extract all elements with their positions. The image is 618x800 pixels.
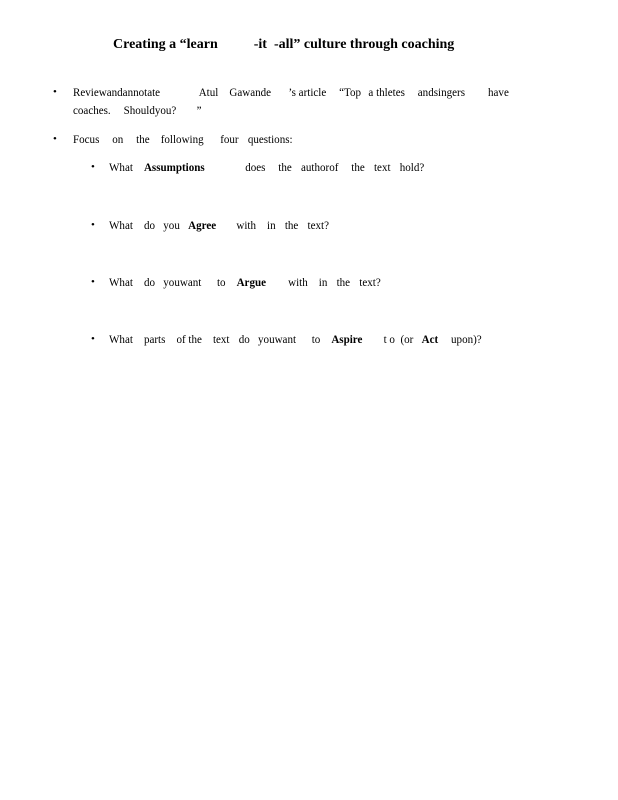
word: on	[112, 132, 124, 146]
word: upon)?	[451, 332, 482, 346]
word: the	[351, 160, 365, 174]
word: in	[267, 218, 276, 232]
word: coaches.	[73, 103, 111, 117]
word: the	[136, 132, 150, 146]
word: t o	[383, 332, 395, 346]
keyword-assumptions: Assumptions	[143, 160, 205, 174]
word: the	[284, 218, 299, 232]
sub-bullet-marker: •	[91, 276, 95, 288]
word: text?	[359, 275, 381, 289]
bullet-marker: •	[53, 133, 57, 145]
word: text?	[307, 218, 329, 232]
word: Gawande	[229, 85, 272, 99]
page-title	[113, 37, 454, 53]
title-part-2: -it	[253, 37, 267, 52]
word: Shouldyou?	[123, 103, 177, 117]
bullet-1-line-1	[73, 83, 509, 101]
word: parts	[143, 332, 166, 346]
word: What	[109, 275, 133, 289]
question-3	[109, 273, 381, 291]
word: ’s article	[288, 85, 327, 99]
word: the	[278, 160, 292, 174]
word: hold?	[399, 160, 425, 174]
word: of the	[176, 332, 202, 346]
word: youwant	[258, 332, 297, 346]
question-2	[109, 216, 329, 234]
word: do	[143, 275, 155, 289]
keyword-agree: Agree	[188, 218, 217, 232]
question-1	[109, 158, 424, 176]
bullet-2-line	[73, 130, 293, 148]
question-4	[109, 330, 482, 348]
sub-bullet-marker: •	[91, 333, 95, 345]
sub-bullet-marker: •	[91, 161, 95, 173]
word: do	[238, 332, 250, 346]
word: Reviewandannotate	[73, 85, 161, 99]
word: in	[318, 275, 328, 289]
word: do	[143, 218, 155, 232]
keyword-argue: Argue	[236, 275, 267, 289]
word: following	[160, 132, 204, 146]
word: “Top	[339, 85, 362, 99]
word: you	[163, 218, 180, 232]
word: questions:	[247, 132, 293, 146]
bullet-marker: •	[53, 86, 57, 98]
word: with	[288, 275, 308, 289]
word: to	[216, 275, 226, 289]
word: (or	[400, 332, 414, 346]
word: authorof	[301, 160, 339, 174]
word: four	[220, 132, 239, 146]
keyword-aspire: Aspire	[331, 332, 363, 346]
word: Focus	[73, 132, 100, 146]
word: andsingers	[417, 85, 466, 99]
word: does	[245, 160, 266, 174]
word: ”	[196, 103, 202, 117]
keyword-act: Act	[421, 332, 439, 346]
word: What	[109, 218, 133, 232]
word: text	[373, 160, 391, 174]
word: text	[212, 332, 230, 346]
word: a thletes	[368, 85, 405, 99]
word: to	[311, 332, 321, 346]
sub-bullet-marker: •	[91, 219, 95, 231]
word: youwant	[163, 275, 202, 289]
word: the	[336, 275, 351, 289]
word: What	[109, 160, 133, 174]
title-part-3: -all” culture through coaching	[273, 37, 455, 52]
word: have	[488, 85, 509, 99]
word: with	[236, 218, 256, 232]
bullet-1-line-2	[73, 101, 201, 119]
title-part-1: Creating a “learn	[113, 37, 218, 52]
word: What	[109, 332, 133, 346]
word: Atul	[198, 85, 219, 99]
